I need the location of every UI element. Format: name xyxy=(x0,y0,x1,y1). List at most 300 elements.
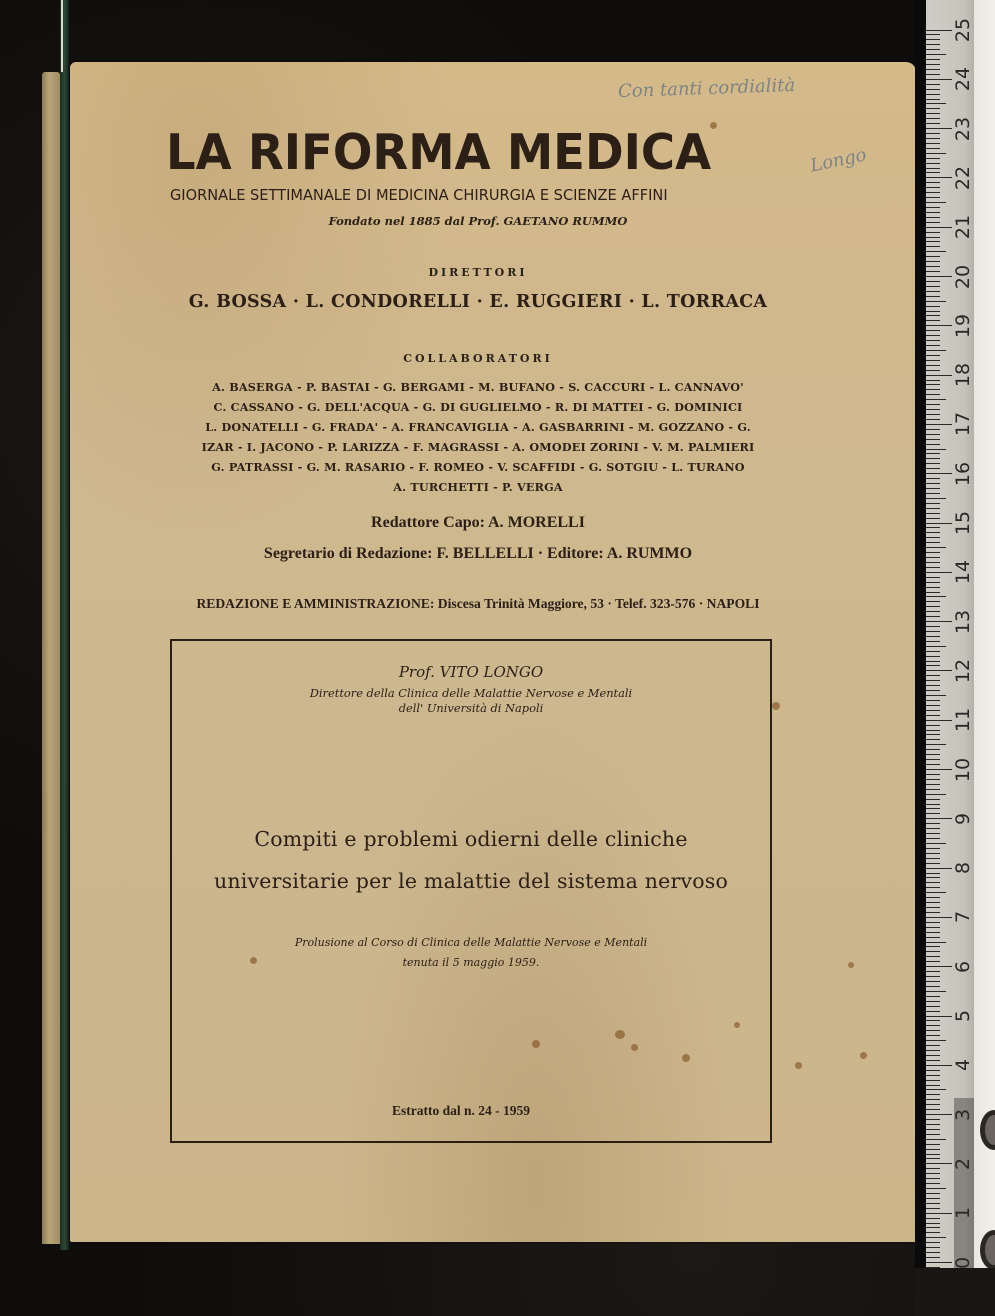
ruler-tick xyxy=(926,187,940,188)
ruler-tick xyxy=(926,345,940,346)
ruler-tick xyxy=(926,232,940,233)
ruler-tick xyxy=(926,656,940,657)
ruler-tick xyxy=(926,449,946,450)
masthead-subtitle: GIORNALE SETTIMANALE DI MEDICINA CHIRURGIA E SCIENZE AFFINI xyxy=(170,186,668,204)
ruler-tick xyxy=(926,34,940,35)
ruler-tick xyxy=(926,1188,946,1189)
collaborators-line: L. DONATELLI - G. FRADA' - A. FRANCAVIGLIA - A. GASBARRINI - M. GOZZANO - G. xyxy=(205,420,751,434)
ruler-tick xyxy=(926,922,940,923)
ruler-tick xyxy=(926,1178,940,1179)
author-name: Prof. VITO LONGO xyxy=(398,663,544,681)
ruler-tick xyxy=(926,355,940,356)
ruler-number: 13 xyxy=(952,609,974,634)
ruler-number: 15 xyxy=(952,510,974,536)
ruler-tick xyxy=(926,665,940,666)
ruler-tick xyxy=(926,552,940,553)
ruler-tick xyxy=(926,44,940,45)
ruler-tick xyxy=(926,927,940,928)
ruler-tick xyxy=(926,394,940,395)
ruler-tick xyxy=(926,429,940,430)
collaborators-line: A. TURCHETTI - P. VERGA xyxy=(393,480,563,494)
ruler-tick xyxy=(926,384,940,385)
ruler-tick xyxy=(926,823,940,824)
ruler-tick xyxy=(926,409,940,410)
ruler-tick xyxy=(926,478,940,479)
ruler-tick xyxy=(926,887,940,888)
ruler-tick xyxy=(926,439,940,440)
ruler-tick xyxy=(926,1099,940,1100)
collaborators-line: A. BASERGA - P. BASTAI - G. BERGAMI - M. BUFANO - S. CACCURI - L. CANNAVO' xyxy=(212,380,744,394)
ruler-tick xyxy=(926,458,940,459)
ruler-number: 2 xyxy=(952,1157,974,1170)
ruler-tick xyxy=(926,730,940,731)
ruler-tick xyxy=(926,527,940,528)
ruler-tick xyxy=(926,1193,940,1194)
ruler-tick xyxy=(926,562,940,563)
article-title-line: universitarie per le malattie del sistema nervoso xyxy=(213,869,729,893)
ruler-tick xyxy=(926,626,940,627)
ruler-tick xyxy=(926,537,940,538)
ruler-tick xyxy=(926,138,940,139)
ruler-number: 16 xyxy=(952,461,974,486)
ruler-tick xyxy=(926,937,940,938)
ruler-tick xyxy=(926,503,940,504)
directors-label: DIRETTORI xyxy=(428,266,528,279)
ruler-tick xyxy=(926,1144,940,1145)
ruler-tick xyxy=(926,996,940,997)
ruler-tick xyxy=(926,695,946,696)
ruler-tick xyxy=(926,1124,940,1125)
ruler-tick xyxy=(926,182,940,183)
ruler-tick xyxy=(926,971,940,972)
ruler-tick xyxy=(926,794,946,795)
ruler-tick xyxy=(926,1045,940,1046)
ruler-tick xyxy=(926,651,940,652)
ruler-tick xyxy=(926,734,940,735)
ruler-tick xyxy=(926,789,940,790)
ruler-tick xyxy=(926,606,940,607)
ruler-tick xyxy=(926,271,940,272)
ruler-tick xyxy=(926,577,940,578)
ruler-tick xyxy=(926,764,940,765)
ruler-number: 19 xyxy=(952,313,974,338)
ruler-tick xyxy=(926,281,940,282)
ruler-tick xyxy=(926,587,940,588)
ruler-tick xyxy=(926,912,940,913)
ruler-tick xyxy=(926,468,940,469)
ruler-tick xyxy=(926,601,940,602)
ruler-tick xyxy=(926,177,952,178)
ruler-tick xyxy=(926,596,946,597)
ruler-tick xyxy=(926,414,940,415)
ruler-tick xyxy=(926,1109,940,1110)
ruler-tick xyxy=(926,143,940,144)
ruler-tick xyxy=(926,946,940,947)
ruler-tick xyxy=(926,1227,940,1228)
chief-editor: Redattore Capo: A. MORELLI xyxy=(371,514,585,531)
ruler-tick xyxy=(926,108,940,109)
ruler-tick xyxy=(926,532,940,533)
ruler-tick xyxy=(926,375,952,376)
ruler-tick xyxy=(926,133,940,134)
ruler-tick xyxy=(926,315,940,316)
ruler-tick xyxy=(926,725,940,726)
ruler-tick xyxy=(926,301,946,302)
ruler-number: 1 xyxy=(952,1207,974,1220)
ruler-tick xyxy=(926,942,946,943)
ruler-number: 0 xyxy=(952,1256,974,1269)
occasion-line: tenuta il 5 maggio 1959. xyxy=(402,956,540,969)
ruler-number: 20 xyxy=(952,264,974,289)
ruler-number: 10 xyxy=(952,757,974,782)
ruler-tick xyxy=(926,227,952,228)
ruler-tick xyxy=(926,335,940,336)
ruler-tick xyxy=(926,1262,952,1263)
ruler-tick xyxy=(926,473,952,474)
ruler-tick xyxy=(926,838,940,839)
ruler-tick xyxy=(926,799,940,800)
ruler-number: 3 xyxy=(952,1108,974,1121)
ruler-tick xyxy=(926,966,952,967)
ruler-tick xyxy=(926,907,940,908)
ruler-tick xyxy=(926,1025,940,1026)
ruler-tick xyxy=(926,419,940,420)
ruler-number: 6 xyxy=(952,960,974,973)
collaborators-line: C. CASSANO - G. DELL'ACQUA - G. DI GUGLIELMO - R. DI MATTEI - G. DOMINICI xyxy=(213,400,743,414)
ruler-number: 21 xyxy=(952,215,974,240)
article-box xyxy=(170,639,772,1143)
ruler-tick xyxy=(926,1104,940,1105)
ruler-tick xyxy=(926,1075,940,1076)
ruler-tick xyxy=(926,237,940,238)
ruler-tick xyxy=(926,661,940,662)
ruler-tick xyxy=(926,168,940,169)
ruler-tick xyxy=(926,311,940,312)
stain-spot xyxy=(795,1062,802,1069)
ruler-tick xyxy=(926,508,940,509)
ruler-tick xyxy=(926,1173,940,1174)
ruler-tick xyxy=(926,1094,940,1095)
ruler-tick xyxy=(926,779,940,780)
ruler-tick xyxy=(926,212,940,213)
ruler-tick xyxy=(926,902,940,903)
ruler-number: 23 xyxy=(952,116,974,141)
ruler-tick xyxy=(926,616,940,617)
author-role-line: Direttore della Clinica delle Malattie Nervose e Mentali xyxy=(309,686,633,700)
ruler-tick xyxy=(926,843,946,844)
ruler-tick xyxy=(926,1114,952,1115)
collaborators-line: G. PATRASSI - G. M. RASARIO - F. ROMEO - V. SCAFFIDI - G. SOTGIU - L. TURANO xyxy=(211,460,745,474)
ruler-tick xyxy=(926,399,946,400)
masthead-title: LA RIFORMA MEDICA xyxy=(166,124,712,181)
ruler-tick xyxy=(926,1163,952,1164)
ruler-tick xyxy=(926,1247,940,1248)
ruler-number: 8 xyxy=(952,862,974,875)
article-title-line: Compiti e problemi odierni delle cliniche xyxy=(254,827,688,851)
green-binding-strip xyxy=(60,0,69,1250)
ruler-tick xyxy=(926,1154,940,1155)
ruler-number: 11 xyxy=(952,708,974,733)
ruler-number: 17 xyxy=(952,412,974,437)
ruler-tick xyxy=(926,380,940,381)
ruler-tick xyxy=(926,1242,940,1243)
ruler-tick xyxy=(926,833,940,834)
ruler-tick xyxy=(926,1237,946,1238)
ruler-tick xyxy=(926,1129,940,1130)
ruler-tick xyxy=(926,94,940,95)
administration-address: REDAZIONE E AMMINISTRAZIONE: Discesa Trinità Maggiore, 53 · Telef. 323-576 · NAPOLI xyxy=(196,596,760,611)
ruler-tick xyxy=(926,1060,940,1061)
ruler-tick xyxy=(926,621,952,622)
ruler-tick xyxy=(926,572,952,573)
ruler-tick xyxy=(926,261,940,262)
ruler-tick xyxy=(926,828,940,829)
ruler-tick xyxy=(926,241,940,242)
ruler-number: 9 xyxy=(952,812,974,825)
ruler-tick xyxy=(926,306,940,307)
ruler-number: 7 xyxy=(952,911,974,924)
ruler-tick xyxy=(926,675,940,676)
ruler-tick xyxy=(926,444,940,445)
ruler-tick xyxy=(926,488,940,489)
ruler-tick xyxy=(926,1016,952,1017)
ruler-tick xyxy=(926,1050,940,1051)
ruler-tick xyxy=(926,1257,940,1258)
ruler-tick xyxy=(926,636,940,637)
ruler-tick xyxy=(926,256,940,257)
ruler-tick xyxy=(926,1030,940,1031)
ruler-tick xyxy=(926,1139,946,1140)
ruler-tick xyxy=(926,991,946,992)
ruler-tick xyxy=(926,1020,940,1021)
ruler-tick xyxy=(926,207,940,208)
ruler-tick xyxy=(926,217,940,218)
ruler-tick xyxy=(926,611,940,612)
ruler-tick xyxy=(926,251,946,252)
ruler-tick xyxy=(926,710,940,711)
ruler-tick xyxy=(926,153,946,154)
occasion-line: Prolusione al Corso di Clinica delle Malattie Nervose e Mentali xyxy=(294,936,648,949)
ruler-tick xyxy=(926,1213,952,1214)
ruler-tick xyxy=(926,705,940,706)
ruler-tick xyxy=(926,897,940,898)
ruler-tick xyxy=(926,69,940,70)
ruler-tick xyxy=(926,340,940,341)
ruler-tick xyxy=(926,84,940,85)
ruler-tick xyxy=(926,30,952,31)
ruler-tick xyxy=(926,276,952,277)
back-cover-edge xyxy=(42,72,60,1244)
collaborators-label: COLLABORATORI xyxy=(403,352,553,365)
ruler-tick xyxy=(926,54,946,55)
ruler-tick xyxy=(926,784,940,785)
ruler-tick xyxy=(926,434,940,435)
ruler-tick xyxy=(926,868,952,869)
ruler-tick xyxy=(926,463,940,464)
ruler-tick xyxy=(926,365,940,366)
ruler-tick xyxy=(926,670,952,671)
ruler-tick xyxy=(926,848,940,849)
ruler-tick xyxy=(926,266,940,267)
ruler-tick xyxy=(926,1001,940,1002)
ruler-tick xyxy=(926,567,940,568)
ruler-tick xyxy=(926,1040,946,1041)
ruler-tick xyxy=(926,59,940,60)
ruler-tick xyxy=(926,1080,940,1081)
ruler-tick xyxy=(926,873,940,874)
ruler-tick xyxy=(926,961,940,962)
ruler-tick xyxy=(926,715,940,716)
ruler-tick xyxy=(926,892,946,893)
ruler-tick xyxy=(926,863,940,864)
ruler-tick xyxy=(926,582,940,583)
ruler-tick xyxy=(926,813,940,814)
ruler-tick xyxy=(926,1134,940,1135)
ruler-tick xyxy=(926,498,946,499)
handwritten-dedication: Con tanti cordialità xyxy=(617,74,796,103)
handwritten-signature: Longo xyxy=(808,144,869,177)
ruler-tick xyxy=(926,1065,952,1066)
ruler-tick xyxy=(926,370,940,371)
ruler-tick xyxy=(926,291,940,292)
ruler-tick xyxy=(926,547,946,548)
ruler-tick xyxy=(926,932,940,933)
ruler-tick xyxy=(926,148,940,149)
ruler-tick xyxy=(926,350,946,351)
ruler-tick xyxy=(926,1119,940,1120)
ruler-tick xyxy=(926,1035,940,1036)
extract-note: Estratto dal n. 24 - 1959 xyxy=(392,1103,530,1118)
white-backdrop xyxy=(974,0,995,1268)
ruler-number: 5 xyxy=(952,1009,974,1023)
ruler-tick xyxy=(926,956,940,957)
ruler-tick xyxy=(926,1168,940,1169)
secretary-publisher: Segretario di Redazione: F. BELLELLI · Editore: A. RUMMO xyxy=(263,545,693,562)
dark-divider xyxy=(915,0,926,1316)
ruler-number: 4 xyxy=(952,1059,974,1072)
ruler-tick xyxy=(926,360,940,361)
ruler-tick xyxy=(926,1198,940,1199)
ruler-tick xyxy=(926,700,940,701)
ruler-tick xyxy=(926,631,940,632)
ruler-tick xyxy=(926,483,940,484)
ruler-tick xyxy=(926,1223,940,1224)
ruler-tick xyxy=(926,424,952,425)
ruler-tick xyxy=(926,192,940,193)
ruler-tick xyxy=(926,49,940,50)
ruler-tick xyxy=(926,774,940,775)
ruler-tick xyxy=(926,79,952,80)
author-role-line: dell' Università di Napoli xyxy=(398,701,544,715)
ruler-tick xyxy=(926,325,952,326)
stain-spot xyxy=(772,702,780,710)
ruler-tick xyxy=(926,163,940,164)
ruler-tick xyxy=(926,1252,940,1253)
founded-line: Fondato nel 1885 dal Prof. GAETANO RUMMO xyxy=(328,214,628,228)
ruler-tick xyxy=(926,1089,946,1090)
ruler-tick xyxy=(926,1267,940,1268)
ruler-tick xyxy=(926,986,940,987)
ruler-tick xyxy=(926,1218,940,1219)
ruler-tick xyxy=(926,296,940,297)
ruler-number: 18 xyxy=(952,363,974,388)
ruler-tick xyxy=(926,744,946,745)
ruler-number: 14 xyxy=(952,560,974,585)
document-cover xyxy=(70,62,916,1242)
ruler-tick xyxy=(926,518,940,519)
white-highlight-line xyxy=(61,0,63,72)
ruler-tick xyxy=(926,680,940,681)
ruler-tick xyxy=(926,981,940,982)
ruler-tick xyxy=(926,853,940,854)
ruler-tick xyxy=(926,754,940,755)
ruler-tick xyxy=(926,1070,940,1071)
ruler-tick xyxy=(926,951,940,952)
ruler-tick xyxy=(926,804,940,805)
ruler-tick xyxy=(926,749,940,750)
ruler-tick xyxy=(926,882,940,883)
ruler-tick xyxy=(926,917,952,918)
ruler-tick xyxy=(926,128,952,129)
ruler-tick xyxy=(926,389,940,390)
ruler-tick xyxy=(926,523,952,524)
ruler-tick xyxy=(926,557,940,558)
ruler-tick xyxy=(926,330,940,331)
ruler-tick xyxy=(926,39,940,40)
ruler-tick xyxy=(926,453,940,454)
ruler-tick xyxy=(926,685,940,686)
ruler-tick xyxy=(926,99,940,100)
ruler-tick xyxy=(926,197,940,198)
ruler-tick xyxy=(926,976,940,977)
ruler-tick xyxy=(926,1203,940,1204)
ruler-tick xyxy=(926,592,940,593)
ruler-tick xyxy=(926,222,940,223)
ruler-tick xyxy=(926,246,940,247)
ruler-tick xyxy=(926,808,940,809)
ruler-tick xyxy=(926,877,940,878)
collaborators-line: IZAR - I. JACONO - P. LARIZZA - F. MAGRASSI - A. OMODEI ZORINI - V. M. PALMIERI xyxy=(201,440,755,454)
ruler-tick xyxy=(926,404,940,405)
ruler-tick xyxy=(926,1149,940,1150)
stain-spot xyxy=(860,1052,867,1059)
ruler-tick xyxy=(926,1158,940,1159)
ruler-tick xyxy=(926,320,940,321)
directors-list: G. BOSSA · L. CONDORELLI · E. RUGGIERI · L. TORRACA xyxy=(188,292,768,312)
ruler-tick xyxy=(926,172,940,173)
ruler-tick xyxy=(926,858,940,859)
ruler-number: 22 xyxy=(952,165,974,190)
ruler-tick xyxy=(926,759,940,760)
ruler-number: 24 xyxy=(952,67,974,92)
ruler-tick xyxy=(926,720,952,721)
ruler-tick xyxy=(926,202,946,203)
ruler-tick xyxy=(926,493,940,494)
ruler-tick xyxy=(926,739,940,740)
ruler-number: 12 xyxy=(952,658,974,683)
stain-spot xyxy=(848,962,854,968)
ruler-tick xyxy=(926,690,940,691)
ruler-tick xyxy=(926,113,940,114)
ruler-tick xyxy=(926,1006,940,1007)
ruler-tick xyxy=(926,641,940,642)
ruler-tick xyxy=(926,818,952,819)
ruler-tick xyxy=(926,74,940,75)
ruler-tick xyxy=(926,542,940,543)
ruler-tick xyxy=(926,513,940,514)
ruler-tick xyxy=(926,123,940,124)
ruler-tick xyxy=(926,103,946,104)
